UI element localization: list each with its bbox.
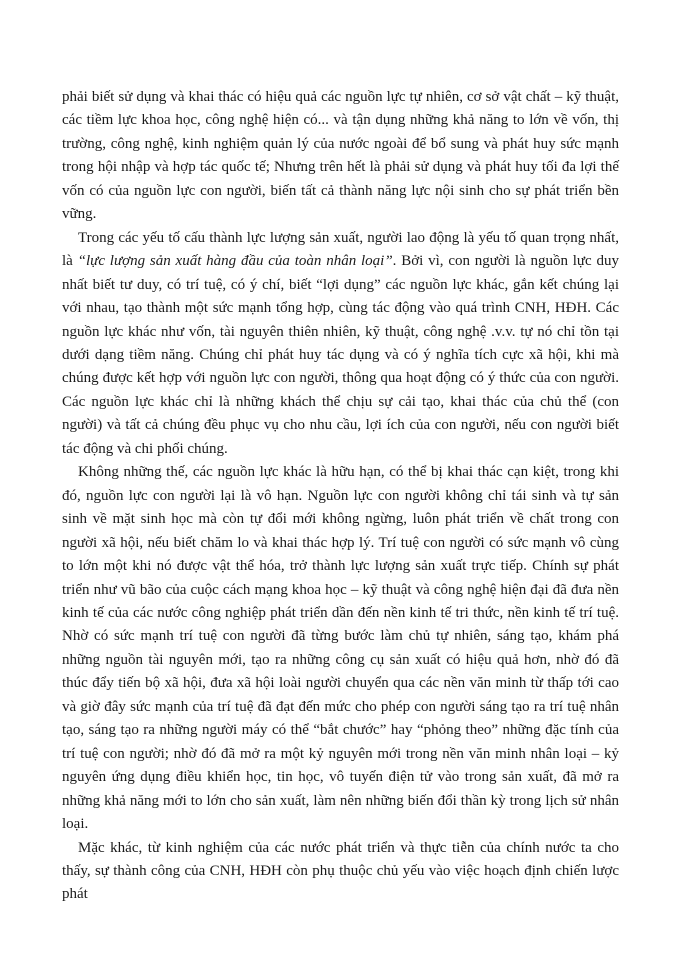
paragraph-2 (62, 227, 619, 462)
paragraph-2-text-before: Trong các yếu tố cấu thành lực lượng sản xuất, người lao động là yếu tố quan trọng nhất, là (62, 229, 619, 270)
document-body (62, 86, 619, 907)
paragraph-1: phải biết sử dụng và khai thác có hiệu quả các nguồn lực tự nhiên, cơ sở vật chất – kỹ thuật, các tiềm lực khoa học, công nghệ hiện có... và tận dụng những khả năng to lớn về vốn, thị trường, công nghệ, kinh nghiệm quản lý của nước ngoài để bổ sung và phát huy sức mạnh trong hội nhập và hợp tác quốc tế; Nhưng trên hết là phải sử dụng và phát huy tối đa lợi thế vốn có của nguồn lực con người, biến tất cả thành năng lực nội sinh cho sự phát triển bền vững. (62, 89, 619, 223)
paragraph-4: Mặc khác, từ kinh nghiệm của các nước phát triển và thực tiễn của chính nước ta cho thấy, sự thành công của CNH, HĐH còn phụ thuộc chủ yếu vào việc hoạch định chiến lược phát (62, 839, 619, 903)
italic-quote: “lực lượng sản xuất hàng đầu của toàn nhân loại” (77, 253, 393, 270)
paragraph-2-text-after: . Bởi vì, con người là nguồn lực duy nhất biết tư duy, có trí tuệ, có ý chí, biết “lợi dụng” các nguồn lực khác, gắn kết chúng lại với nhau, tạo thành một sức mạnh tổng hợp, cùng tác động vào quá trình CNH, HĐH. Các nguồn lực khác như vốn, tài nguyên thiên nhiên, kỹ thuật, công nghệ .v.v. tự nó chỉ tồn tại dưới dạng tiềm năng. Chúng chỉ phát huy tác dụng và có ý nghĩa tích cực xã hội, khi mà chúng được kết hợp với nguồn lực con người, thông qua hoạt động có ý thức của con người. Các nguồn lực khác chỉ là những khách thể chịu sự cải tạo, khai thác của chủ thể (con người) và tất cả chúng đều phục vụ cho nhu cầu, lợi ích của con người, nếu con người biết tác động và chi phối chúng. (62, 253, 619, 457)
paragraph-3: Không những thế, các nguồn lực khác là hữu hạn, có thể bị khai thác cạn kiệt, trong khi đó, nguồn lực con người lại là vô hạn. Nguồn lực con người không chỉ tái sinh và tự sản sinh về mặt sinh học mà còn tự đổi mới không ngừng, luôn phát triển về chất trong con người xã hội, nếu biết chăm lo và khai thác hợp lý. Trí tuệ con người có sức mạnh vô cùng to lớn một khi nó được vật thể hóa, trở thành lực lượng sản xuất trực tiếp. Chính sự phát triển như vũ bão của cuộc cách mạng khoa học – kỹ thuật và công nghệ hiện đại đã đưa nền kinh tế của các nước công nghiệp phát triển dần đến nền kinh tế tri thức, nền kinh tế trí tuệ. Nhờ có sức mạnh trí tuệ con người đã từng bước làm chủ tự nhiên, sáng tạo, khám phá những nguồn tài nguyên mới, tạo ra những công cụ sản xuất có hiệu quả hơn, nhờ đó đã thúc đẩy tiến bộ xã hội, đưa xã hội loài người chuyển qua các nền văn minh từ thấp tới cao và giờ đây sức mạnh của trí tuệ đã đạt đến mức cho phép con người sáng tạo ra trí tuệ nhân tạo, sáng tạo ra những người máy có thể “bắt chước” hay “phỏng theo” những đặc tính của trí tuệ con người; nhờ đó đã mở ra một kỷ nguyên mới trong nền văn minh nhân loại – kỷ nguyên ứng dụng điều khiển học, tin học, vô tuyến điện tử vào trong sản xuất, đã mở ra những khả năng mới to lớn cho sản xuất, làm nên những biến đổi thần kỳ trong lịch sử nhân loại. (62, 464, 619, 833)
